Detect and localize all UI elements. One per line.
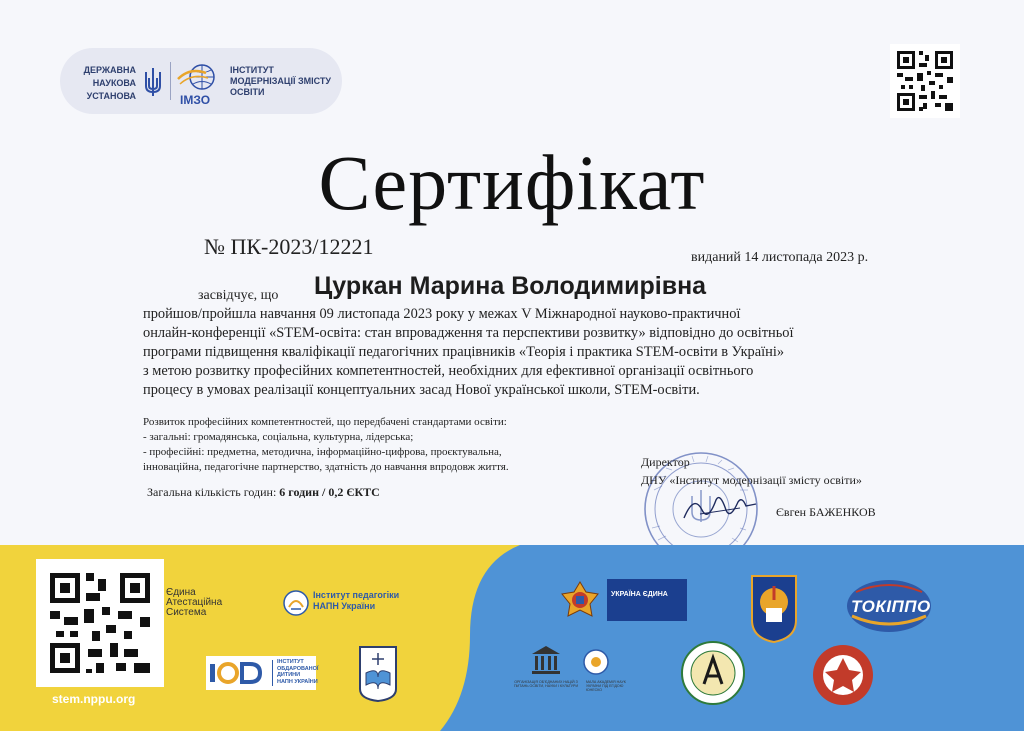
badge-right-line-1: ІНСТИТУТ bbox=[230, 65, 274, 75]
iod-line: ОБДАРОВАНОЇ bbox=[277, 665, 319, 672]
body-line: пройшов/пройшла навчання 09 листопада 2023 року у межах V Міжнародної науково-практичної bbox=[143, 306, 741, 322]
badge-right-line-2: МОДЕРНІЗАЦІЇ ЗМІСТУ bbox=[230, 76, 331, 86]
badge-left-line-1: ДЕРЖАВНА bbox=[83, 65, 136, 75]
competence-list bbox=[143, 415, 563, 475]
director-signature bbox=[680, 488, 760, 528]
ukraine-united-label: УКРАЇНА ЄДИНА bbox=[611, 591, 668, 598]
las-line: Єдина bbox=[166, 587, 196, 598]
qr-code-bottom[interactable] bbox=[36, 559, 164, 687]
director-name: Євген БАЖЕНКОВ bbox=[776, 505, 876, 519]
competence-line: Розвиток професійних компетентностей, що передбачені стандартами освіти: bbox=[143, 416, 507, 428]
ipp-line: Інститут педагогіки bbox=[313, 590, 400, 600]
badge-left-line-2: НАУКОВА bbox=[92, 78, 136, 88]
mala-academy-icon bbox=[582, 648, 610, 676]
unesco-temple-icon bbox=[528, 642, 564, 678]
iod-line: НАПН УКРАЇНИ bbox=[277, 678, 318, 685]
institute-label bbox=[230, 65, 342, 98]
imzo-label: ІМЗО bbox=[180, 93, 211, 107]
certifies-label: засвідчує, що bbox=[198, 288, 279, 303]
state-institution-label bbox=[68, 64, 136, 103]
recipient-name: Цуркан Марина Володимирівна bbox=[314, 272, 707, 300]
director-block bbox=[641, 453, 862, 489]
issue-date: виданий 14 листопада 2023 р. bbox=[691, 250, 869, 265]
badge-divider bbox=[170, 62, 171, 100]
las-line: Система bbox=[166, 607, 207, 618]
certificate-title: Сертифікат bbox=[318, 139, 706, 226]
badge-left-line-3: УСТАНОВА bbox=[86, 91, 136, 101]
competence-line: - загальні: громадянська, соціальна, культурна, лідерська; bbox=[143, 431, 414, 443]
hours-value: 6 годин / 0,2 ЄКТС bbox=[279, 485, 380, 499]
mala-academy-label: МАЛА АКАДЕМІЯ НАУК УКРАЇНИ ПІД ЕГІДОЮ ЮНЕСКО bbox=[586, 680, 626, 693]
las-line: Атестаційна bbox=[166, 597, 223, 608]
unesco-label: ОРГАНІЗАЦІЯ ОБ'ЄДНАНИХ НАЦІЙ З ПИТАНЬ ОСВІТИ, НАУКИ І КУЛЬТУРИ bbox=[513, 680, 579, 689]
gifted-child-institute-label bbox=[277, 659, 318, 685]
director-organization: ДНУ «Інститут модернізації змісту освіти» bbox=[641, 473, 862, 487]
emergency-service-emblem-icon bbox=[560, 580, 600, 620]
total-hours bbox=[147, 485, 380, 500]
book-emblem-icon bbox=[354, 643, 402, 703]
iod-line: ДИТИНИ bbox=[277, 672, 301, 678]
director-title: Директор bbox=[641, 455, 690, 469]
academic-seal-icon bbox=[680, 640, 746, 706]
trident-icon bbox=[142, 66, 164, 98]
teacher-college-emblem-icon bbox=[748, 572, 800, 644]
competence-line: - професійні: предметна, методична, інформаційно-цифрова, проєктувальна, bbox=[143, 446, 502, 458]
competence-line: інноваційна, педагогічне партнерство, здатність до навчання впродовж життя. bbox=[143, 461, 509, 473]
website-url[interactable]: stem.nppu.org bbox=[52, 692, 136, 706]
pedagogy-institute-label bbox=[313, 590, 399, 612]
ukraine-united-logo bbox=[607, 579, 687, 621]
polytechnic-emblem-icon bbox=[812, 644, 874, 706]
hours-label: Загальна кількість годин: bbox=[147, 485, 280, 499]
badge-right-line-3: ОСВІТИ bbox=[230, 87, 265, 97]
iod-line: ІНСТИТУТ bbox=[277, 659, 304, 665]
qr-code-top[interactable] bbox=[890, 44, 960, 118]
certificate-number: № ПК-2023/12221 bbox=[204, 234, 374, 259]
certificate-body bbox=[143, 305, 895, 400]
attestation-system-logo bbox=[166, 588, 222, 618]
body-line: процесу в умовах реалізації концептуальних засад Нової української школи, STEM-освіти. bbox=[143, 382, 700, 398]
tokippo-label: ТОКІППО bbox=[851, 597, 931, 616]
body-line: з метою розвитку професійних компетентностей, необхідних для ефективної організації освітнього bbox=[143, 363, 754, 379]
body-line: онлайн-конференції «STEM-освіта: стан впровадження та перспективи розвитку» відповідно до освітньої bbox=[143, 325, 794, 341]
institution-badge bbox=[60, 48, 342, 114]
body-line: програми підвищення кваліфікації педагогічних працівників «Теорія і практика STEM-освіти в Україні» bbox=[143, 344, 785, 360]
ipp-line: НАПН України bbox=[313, 601, 376, 611]
